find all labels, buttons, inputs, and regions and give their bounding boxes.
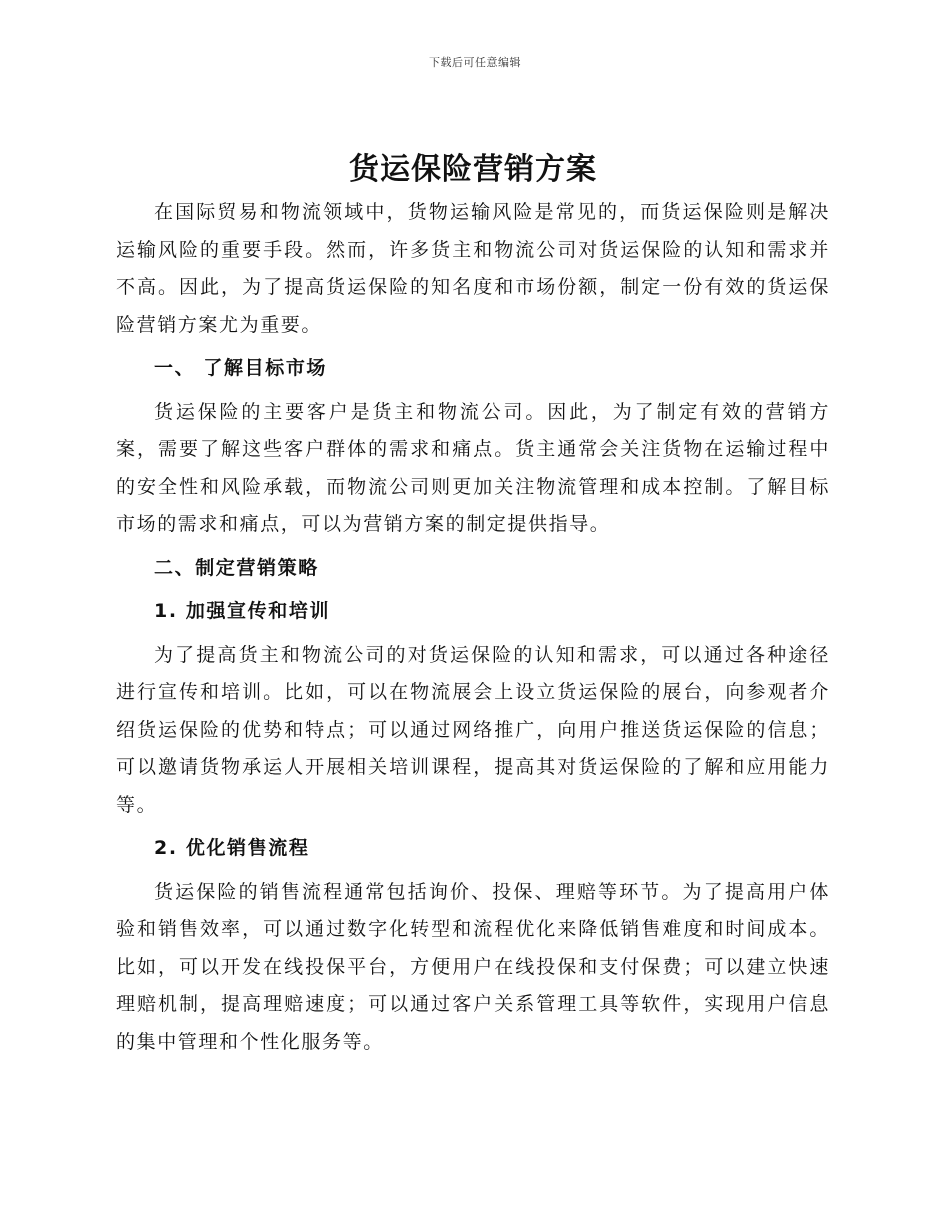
intro-paragraph: 在国际贸易和物流领域中，货物运输风险是常见的，而货运保险则是解决运输风险的重要手段。然而，许多货主和物流公司对货运保险的认知和需求并不高。因此，为了提高货运保险的知名度和市场份额，制定一份有效的货运保险营销方案尤为重要。 <box>116 201 830 336</box>
section-1-paragraph: 货运保险的主要客户是货主和物流公司。因此，为了制定有效的营销方案，需要了解这些客户群体的需求和痛点。货主通常会关注货物在运输过程中的安全性和风险承载，而物流公司则更加关注物流管理和成本控制。了解目标市场的需求和痛点，可以为营销方案的制定提供指导。 <box>116 400 830 535</box>
subsection-2-heading: 2. 优化销售流程 <box>154 837 310 859</box>
section-2-heading: 二、制定营销策略 <box>154 556 319 579</box>
section-1-heading: 一、 了解目标市场 <box>154 357 328 379</box>
document-title: 货运保险营销方案 <box>349 152 597 187</box>
subsection-1-heading: 1. 加强宣传和培训 <box>154 600 331 622</box>
subsection-1-paragraph: 为了提高货主和物流公司的对货运保险的认知和需求，可以通过各种途径进行宣传和培训。比如，可以在物流展会上设立货运保险的展台，向参观者介绍货运保险的优势和特点；可以通过网络推广，向用户推送货运保险的信息；可以邀请货物承运人开展相关培训课程，提高其对货运保险的了解和应用能力等。 <box>116 643 830 816</box>
header-note: 下载后可任意编辑 <box>429 56 521 69</box>
document-body <box>116 148 830 1061</box>
subsection-2-paragraph: 货运保险的销售流程通常包括询价、投保、理赔等环节。为了提高用户体验和销售效率，可以通过数字化转型和流程优化来降低销售难度和时间成本。比如，可以开发在线投保平台，方便用户在线投保和支付保费；可以建立快速理赔机制，提高理赔速度；可以通过客户关系管理工具等软件，实现用户信息的集中管理和个性化服务等。 <box>116 880 830 1053</box>
